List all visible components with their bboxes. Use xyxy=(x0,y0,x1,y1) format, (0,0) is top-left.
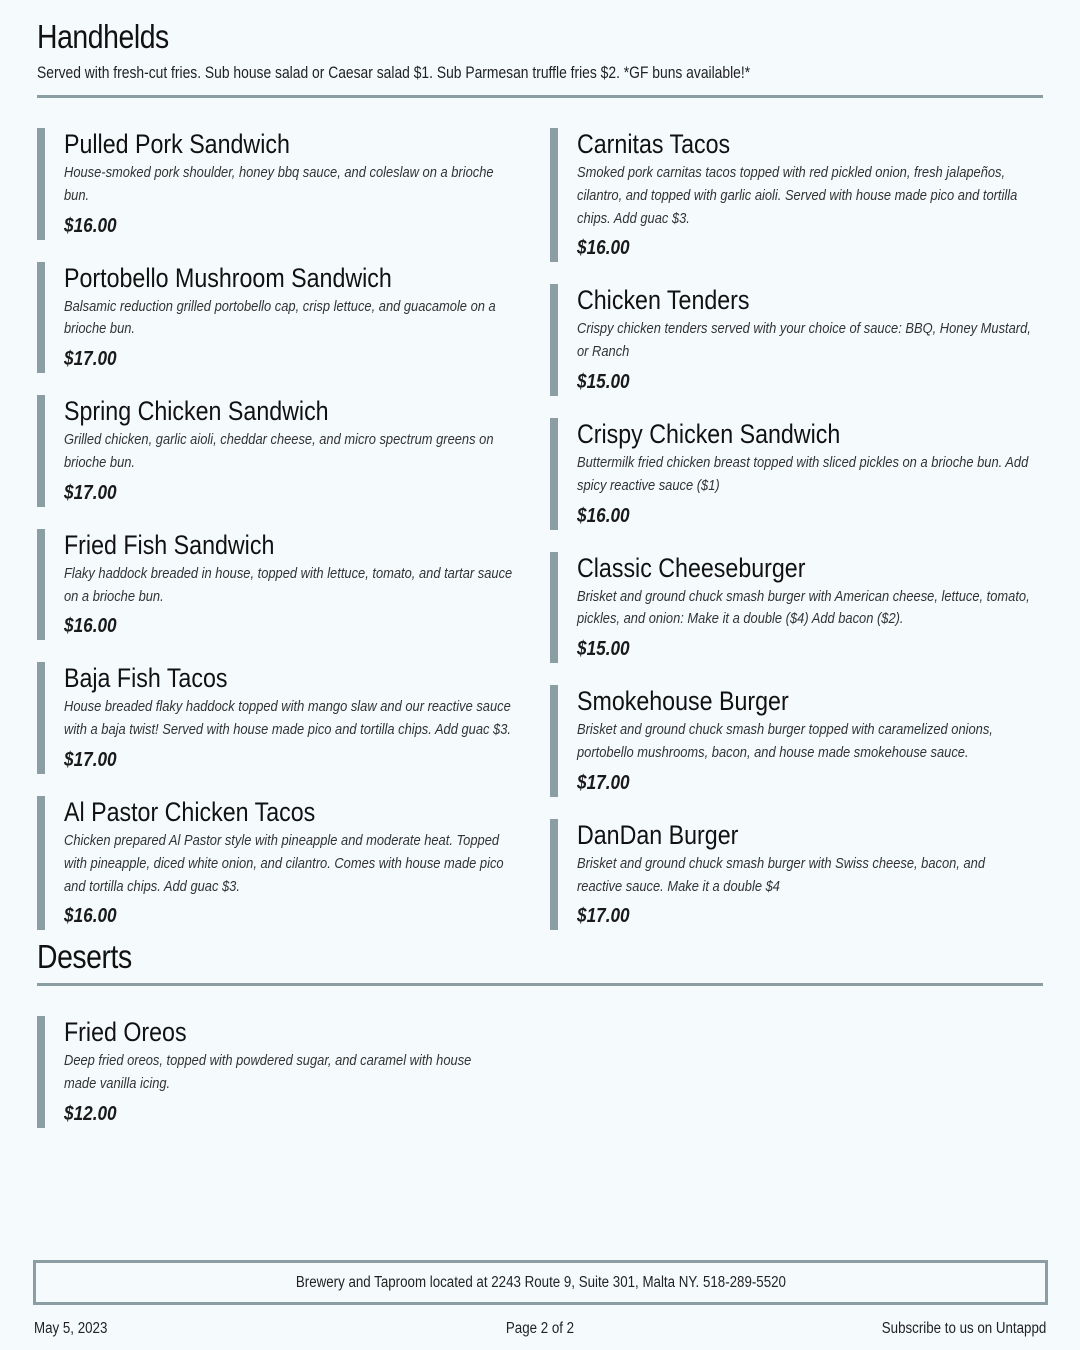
item-name: Pulled Pork Sandwich xyxy=(64,129,290,159)
item-description: Brisket and ground chuck smash burger with American cheese, lettuce, tomato, pickles, and onion: Make it a double ($4) Add bacon ($2). xyxy=(577,587,1030,628)
item-accent-bar xyxy=(37,796,45,930)
item-price: $16.00 xyxy=(577,237,630,260)
footer-subscribe-link[interactable]: Subscribe to us on Untappd xyxy=(881,1320,1046,1337)
menu-item xyxy=(550,819,1030,931)
item-description: Crispy chicken tenders served with your choice of sauce: BBQ, Honey Mustard, or Ranch xyxy=(577,320,1031,361)
item-name: Smokehouse Burger xyxy=(577,686,789,717)
footer-address-box xyxy=(33,1260,1048,1305)
item-price: $17.00 xyxy=(577,771,630,794)
item-price: $16.00 xyxy=(577,504,630,527)
menu-item xyxy=(37,662,517,774)
menu-item xyxy=(550,685,1030,797)
footer-date: May 5, 2023 xyxy=(34,1320,108,1337)
menu-item xyxy=(37,796,517,930)
item-name: Classic Cheeseburger xyxy=(577,552,806,583)
item-name: Fried Oreos xyxy=(64,1017,187,1047)
item-accent-bar xyxy=(550,418,558,530)
footer-address: Brewery and Taproom located at 2243 Route 9, Suite 301, Malta NY. 518-289-5520 xyxy=(295,1273,786,1291)
item-description: Buttermilk fried chicken breast topped with sliced pickles on a brioche bun. Add spicy reactive sauce ($1) xyxy=(577,453,1029,494)
handhelds-right-column xyxy=(550,128,1030,952)
item-price: $15.00 xyxy=(577,370,630,393)
item-name: Chicken Tenders xyxy=(577,285,750,316)
item-accent-bar xyxy=(550,552,558,664)
item-description: Flaky haddock breaded in house, topped with lettuce, tomato, and tartar sauce on a brioche bun. xyxy=(64,564,513,605)
item-accent-bar xyxy=(550,819,558,931)
item-accent-bar xyxy=(37,529,45,641)
item-description: House-smoked pork shoulder, honey bbq sauce, and coleslaw on a brioche bun. xyxy=(64,164,494,204)
item-description: Grilled chicken, garlic aioli, cheddar cheese, and micro spectrum greens on brioche bun. xyxy=(64,431,494,471)
item-name: Carnitas Tacos xyxy=(577,129,731,159)
footer-page-number: Page 2 of 2 xyxy=(505,1320,575,1337)
item-name: Fried Fish Sandwich xyxy=(64,529,275,560)
item-accent-bar xyxy=(37,262,45,374)
item-description: Smoked pork carnitas tacos topped with red pickled onion, fresh jalapeños, cilantro, and topped with garlic aioli. Served with house made pico and tortilla chips. Add guac $3. xyxy=(577,164,1018,227)
menu-item xyxy=(550,552,1030,664)
deserts-divider xyxy=(37,983,1043,986)
item-accent-bar xyxy=(550,685,558,797)
item-accent-bar xyxy=(37,1016,45,1128)
item-price: $16.00 xyxy=(64,905,117,928)
menu-item xyxy=(37,1016,517,1128)
item-accent-bar xyxy=(37,662,45,774)
item-accent-bar xyxy=(37,395,45,507)
item-name: Al Pastor Chicken Tacos xyxy=(64,796,316,827)
item-price: $17.00 xyxy=(64,348,117,371)
menu-item xyxy=(37,529,517,641)
item-accent-bar xyxy=(37,128,45,240)
item-price: $17.00 xyxy=(64,481,117,504)
item-description: Deep fried oreos, topped with powdered sugar, and caramel with house made vanilla icing. xyxy=(64,1052,472,1092)
handhelds-title: Handhelds xyxy=(37,18,169,55)
deserts-column xyxy=(37,1016,517,1150)
handhelds-left-column xyxy=(37,128,517,952)
item-name: Portobello Mushroom Sandwich xyxy=(64,262,392,293)
item-description: Brisket and ground chuck smash burger topped with caramelized onions, portobello mushrooms, bacon, and house made smokehouse sauce. xyxy=(577,721,993,761)
item-price: $15.00 xyxy=(577,638,630,661)
item-price: $16.00 xyxy=(64,214,117,237)
menu-item xyxy=(550,418,1030,530)
item-accent-bar xyxy=(550,284,558,396)
item-description: Brisket and ground chuck smash burger with Swiss cheese, bacon, and reactive sauce. Make it a double $4 xyxy=(577,854,986,895)
menu-item xyxy=(37,128,517,240)
item-price: $17.00 xyxy=(577,905,630,928)
item-name: DanDan Burger xyxy=(577,819,739,850)
item-price: $16.00 xyxy=(64,615,117,638)
item-price: $17.00 xyxy=(64,748,117,771)
item-name: Spring Chicken Sandwich xyxy=(64,396,329,427)
item-price: $12.00 xyxy=(64,1102,117,1125)
handhelds-subtitle: Served with fresh-cut fries. Sub house salad or Caesar salad $1. Sub Parmesan truffle fries $2. *GF buns available!* xyxy=(37,64,751,82)
deserts-title: Deserts xyxy=(37,938,132,975)
item-accent-bar xyxy=(550,128,558,262)
item-name: Baja Fish Tacos xyxy=(64,663,228,694)
menu-item xyxy=(37,262,517,374)
item-description: House breaded flaky haddock topped with mango slaw and our reactive sauce with a baja twist! Served with house made pico and tortilla chips. Add guac $3. xyxy=(64,698,511,739)
menu-item xyxy=(550,128,1030,262)
item-description: Chicken prepared Al Pastor style with pineapple and moderate heat. Topped with pineapple, diced white onion, and cilantro. Comes with house made pico and tortilla chips. Add guac $3. xyxy=(64,831,504,895)
item-description: Balsamic reduction grilled portobello cap, crisp lettuce, and guacamole on a brioche bun. xyxy=(64,297,496,338)
menu-item xyxy=(37,395,517,507)
item-name: Crispy Chicken Sandwich xyxy=(577,418,841,449)
menu-item xyxy=(550,284,1030,396)
handhelds-divider xyxy=(37,95,1043,98)
